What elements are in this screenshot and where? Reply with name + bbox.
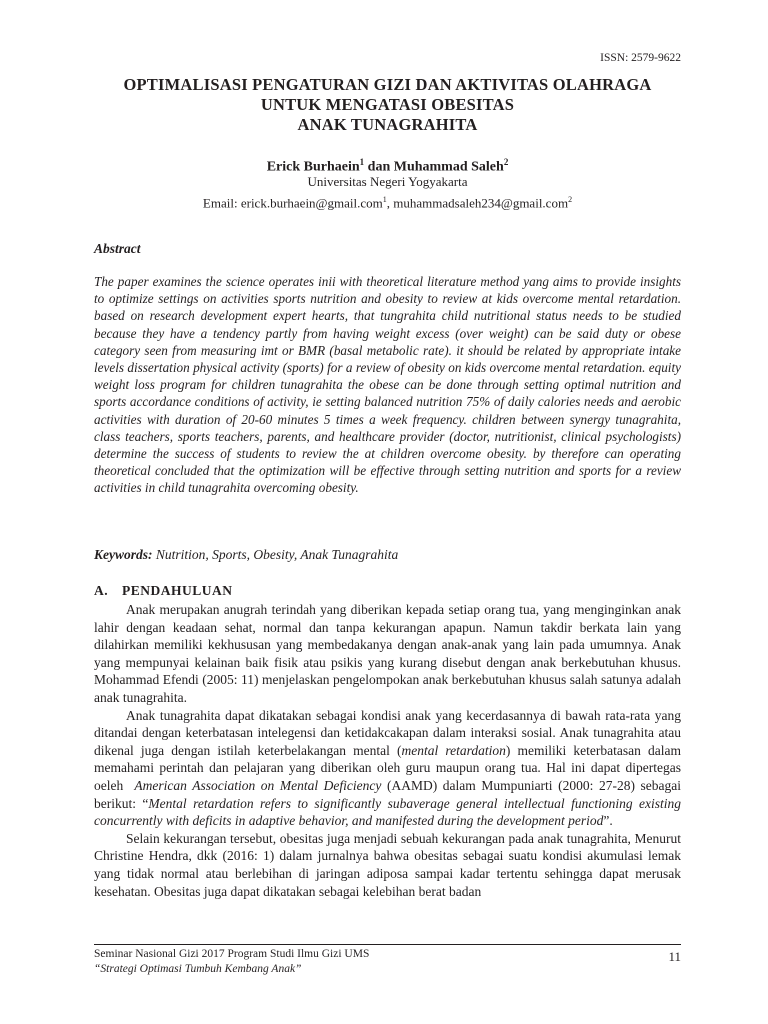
author-1-sup: 1	[359, 157, 365, 167]
author-2: Muhammad Saleh	[393, 159, 504, 175]
email-2-sup: 2	[568, 195, 573, 204]
page-number: 11	[668, 949, 681, 964]
email-label: Email:	[202, 195, 241, 211]
section-number: A.	[94, 583, 109, 598]
author-1: Erick Burhaein	[266, 159, 360, 175]
paragraph-2-italic-term: mental retardation	[401, 742, 506, 758]
paragraph-2-italic-org: American Association on Mental Deficiency	[134, 777, 382, 793]
paragraph-2-part: ) memiliki keterbatasan dalam memahami perintah dan pelajaran yang diberikan oleh guru maupun orang tua. Hal ini dapat dipertegas oeleh	[94, 742, 685, 793]
paragraph-2-italic-quote: Mental retardation refers to significantly subaverage general intellectual functioning existing concurrently with deficits in adaptive behavior, and manifested during the development period	[94, 795, 681, 829]
abstract-heading: Abstract	[94, 241, 141, 256]
issn-label: ISSN: 2579-9622	[600, 52, 681, 64]
abstract-text: The paper examines the science operates inii with theoretical literature method yang aims to provide insights to optimize settings on activities sports nutrition and obesity to review at kids overcome mental retardation. based on research development expert hearts, that tungrahita child nutritional status needs to be studied because they have a tendency partly from having weight excess (over weight) can be said duty or obese category seen from measuring imt or BMR (basal metabolic rate). it should be related by appropriate intake levels dissertation physical activity (sports) for a review of obesity on kids overcome mental retardation. equity weight loss program for children tunagrahita the obese can be done through setting optimal nutrition and sports accordance conditions of activity, ie setting balanced nutrition 75% of daily calories needs and aerobic activities with duration of 20-60 minutes 5 times a week frequency. children between synergy tunagrahita, class teachers, sports teachers, parents, and healthcare provider (doctor, nutritionist, clinical psychologists) determine the success of students to review the at children overcome obesity. by therefore can operating theoretical concluded that the optimization will be effective through setting nutrition and sports for a review activities in child tunagrahita overcoming obesity.	[94, 274, 681, 496]
paragraph-1: Anak merupakan anugrah terindah yang diberikan kepada setiap orang tua, yang menginginkan anak lahir dengan keadaan sehat, normal dan tanpa kekurangan apapun. Namun takdir berkata lain yang dilahirkan memiliki kekhususan yang membedakanya dengan anak-anak yang lain pada umumnya. Anak yang mempunyai kelainan baik fisik atau psikis yang kurang disebut dengan anak berkebutuhan khusus. Mohammad Efendi (2005: 11) menjelaskan pengelompokan anak berkebutuhan khusus salah satunya adalah anak tunagrahita.	[94, 602, 681, 705]
section-body	[94, 601, 685, 900]
author-2-sup: 2	[503, 157, 509, 167]
footer-rule	[94, 944, 681, 945]
section-heading	[94, 583, 233, 599]
title-line-2: UNTUK MENGATASI OBESITAS	[260, 95, 515, 114]
paper-title	[94, 75, 681, 135]
title-line-3: ANAK TUNAGRAHITA	[297, 115, 478, 134]
email-2: muhammadsaleh234@gmail.com	[393, 195, 569, 211]
email-line	[94, 191, 681, 211]
keywords-text: Nutrition, Sports, Obesity, Anak Tunagrahita	[152, 547, 399, 562]
author-joiner: dan	[364, 159, 394, 175]
section-title: PENDAHULUAN	[122, 583, 233, 598]
keywords-line	[94, 546, 398, 564]
footer-theme: “Strategi Optimasi Tumbuh Kembang Anak”	[94, 963, 302, 975]
paragraph-3: Selain kekurangan tersebut, obesitas juga menjadi sebuah kekurangan pada anak tunagrahita, Menurut Christine Hendra, dkk (2016: 1) dalam jurnalnya bahwa obesitas sebagai suatu kondisi akumulasi lemak yang tidak normal atau berlebihan di jaringan adiposa sampai kadar tertentu sehingga dapat merusak kesehatan. Obesitas juga dapat dikatakan sebagai kelebihan berat badan	[94, 830, 681, 899]
keywords-label: Keywords:	[94, 547, 153, 562]
email-1-sup: 1	[382, 195, 387, 204]
paragraph-2-part: (AAMD) dalam Mumpuniarti (2000: 27-28) sebagai berikut: “	[94, 777, 681, 811]
email-separator: ,	[386, 195, 394, 211]
paragraph-2-part: Anak tunagrahita dapat dikatakan sebagai kondisi anak yang kecerdasannya di bawah rata-rata yang ditandai dengan keterbatasan intelegensi dan ketidakcakapan dalam interaksi sosial. Anak tunagrahita atau dikenal juga dengan istilah keterbelakangan mental (	[94, 707, 681, 758]
footer-seminar: Seminar Nasional Gizi 2017 Program Studi Ilmu Gizi UMS	[94, 948, 370, 960]
affiliation: Universitas Negeri Yogyakarta	[307, 174, 468, 189]
email-1: erick.burhaein@gmail.com	[240, 195, 383, 211]
title-line-1: OPTIMALISASI PENGATURAN GIZI DAN AKTIVITAS OLAHRAGA	[123, 75, 652, 94]
paragraph-2-part: ”.	[603, 813, 613, 829]
paragraph-2	[94, 707, 685, 830]
